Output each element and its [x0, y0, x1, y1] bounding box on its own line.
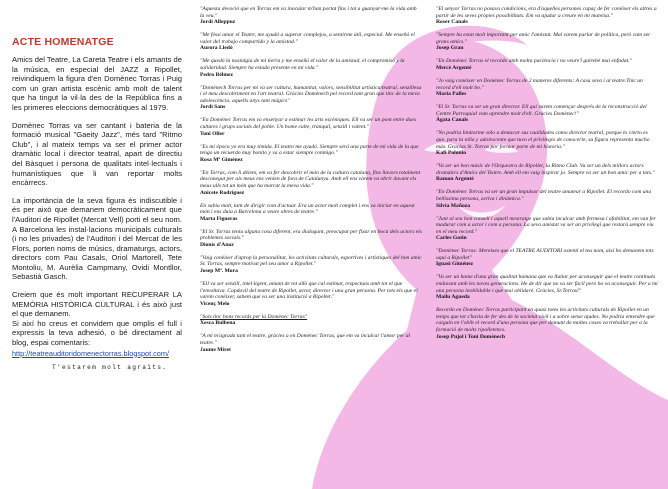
quote-text: "En Domènec Torras el recordo amb molta paciència i no veure'l gairebé mai enfadat." — [436, 58, 632, 65]
quotes-area — [192, 0, 668, 489]
quotes-column-left — [200, 6, 422, 360]
quote-author: Mercè Argenté — [436, 64, 472, 71]
intro-paragraph: Amics del Teatre, La Careta Teatre i els amants de la música, en especial del JAZZ a Ripollet, reivindiquem la figura d'en Domènec Torras i Puig com un gran artista escènic amb molt de talent que ha tingut la vil·la des de la República fins a les primeres eleccions democràtiques al 1979. — [12, 55, 182, 112]
request-paragraph: La importància de la seva figura és indiscutible i és per això que demanem democràticament que l'Auditori de Ripollet (Mercat Vell) porti el seu nom. A Barcelona les instal·lacions municipals culturals (i no les privades) de l'Auditori i del Mercat de les Flors, porten noms de músics, dramaturgs, actors, directors com Pau Casals, Oriol Martorell, Tete Montoliu, M. Aurèlia Campmany, Ovidi Montllor, Sebastià Gasch. — [12, 195, 182, 282]
quotes-column-right — [436, 6, 658, 347]
quote-author: Josep Mª. Mora — [200, 268, 238, 275]
quote-author: Anicete Rodriguez — [200, 189, 245, 196]
invitation-paragraph: Si així ho creus et convidem que omplis el full i expressis la teva adhesió, o bé directament al blog, espai comentaris: — [12, 318, 182, 348]
quote-item — [436, 307, 658, 340]
quote-text: "No podria limitarme sólo a destacar sus cualidades como director teatral, porque lo cierto es que, para la niña y adolescente que tuvo el privilegio de conocerle, su figura representa mucho más. Gracias Sr. Torras por formar parte de mi historia." — [436, 130, 650, 150]
quote-item — [200, 333, 422, 353]
quote-item — [436, 216, 658, 243]
quote-author: Jordi Sans — [200, 104, 226, 111]
quote-item — [436, 58, 658, 72]
quote-author: Ignasi Giménez — [436, 261, 474, 268]
quote-item — [436, 104, 658, 124]
quote-text: "En Torras, com li dèiem, em va fer descobrir el món de la cultura catalana, fins llavors totalment desconegut per als meus ens venien de fora de Catalunya. Amb ell ens vàrem va obrir davant els meus ulls tot un món que ha marcat la meva vida." — [200, 169, 421, 189]
quote-item — [200, 255, 422, 275]
quote-item — [200, 144, 422, 164]
quote-item — [200, 117, 422, 137]
quote-text: "Me féssi amar el Teatre, me ayudó a superar complejos, a sentirme útil, especial. Me enseñó el valor del trabajo compartido y la amistad." — [200, 32, 415, 45]
quote-author: Kafi Polonio — [436, 150, 466, 157]
quote-author: Roser Canals — [436, 19, 468, 26]
quote-author: Mailu Agueda — [436, 294, 470, 301]
quote-author: Silvia Mañoza — [436, 202, 471, 209]
quote-item — [200, 170, 422, 197]
blog-link[interactable]: http://teatreauditoridomenectorras.blogspot.com/ — [12, 348, 169, 358]
quote-text: "En Domènec Torras va ser un gran impulsor del teatre amateur a Ripollet. El recordo com una bellíssima persona, activa i dinàmica." — [436, 189, 652, 202]
quote-item — [200, 32, 422, 52]
quote-author: Josep Pujol i Toni Domènech — [436, 333, 505, 340]
quote-author: Vicenç Melo — [200, 300, 230, 307]
quote-text: "Aquesta devoció que en Torras em va inocular m'han portat fins i tot a guanyar-me la vida amb la veu." — [200, 6, 417, 19]
quote-item — [200, 85, 422, 112]
quote-text: "Sols tinc bons records per la Domènec Torras" — [200, 313, 308, 320]
quote-text: "Es mi época yo era muy tímida. El teatro me ayudó. Siempre será una parte de mi vida de la que tengo un recuerdo muy bonito y va a estar siempre conmigo." — [200, 143, 419, 157]
quote-author: Maria Palles — [436, 91, 467, 98]
quote-text: Recordo en Domènec Torras participant en quasi totes les activitats culturals de Ripollet en un temps que tot s'havia de fer des de la societat civil i a sobre sense ajudes. No podria entendre que caiguin en l'oblit el record d'una persona que per damunt de moltes coses va treballar per a la formació de molts ripolletencs. — [436, 307, 655, 334]
quote-item — [436, 78, 658, 98]
quote-author: Toni Oller — [200, 130, 225, 137]
quote-text: "Vaig conèixer d'aprop la personalitat, les activitats culturals, esportives i artístiques del bon amic Sr. Torras, sempre motivat pel seu amor a Ripollet." — [200, 254, 422, 268]
quote-text: "Me quedó la nostalgia de mi tierra y me enseñó el valor de la amistad, el compromiso y la solidaridad. Siempre ha estado presente en mi vida." — [200, 58, 405, 71]
quote-text: "Domènech Torras per mi va ser cultura, humanitat, valors, sensibilitat artística/teatral, senzillesa i el meu descobriment en l'art teatral. Gràcies Domènech pel record tant gran que tinc de la meva adolescència, aquells anys tant màgics" — [200, 84, 422, 104]
quote-text: "Jo vaig conèixer en Domènec Torras de 2 maneres diferents: A casa seva i al teatre.Tinc un record d'ell molt bo." — [436, 77, 643, 91]
quote-text: "Va ser un bon músic de l'Orquestra de Ripollet, la Ritmo Club. Va ser un dels millors actors dramàtics d'Amics del Teatre. Amb ell em vaig inspirar jo. Sempre va ser un bon amic per a tots." — [436, 163, 655, 176]
quote-text: "Domènec Torras: Mereixes que el TEATRE AUDITORI ostenti el teu nom, així ho demanem tots aquí a Ripollet" — [436, 248, 654, 261]
quote-text: "El Sr. Torras va ser un gran director. Ell qui varem començar després de la reconstrucció del Centre Parroquial vam aprendre molt d'ell. Gràcies Domènec!" — [436, 104, 647, 117]
quote-item — [436, 130, 658, 157]
quote-text: "El senyor Torras no posava condicions, era d'aquelles persones capaç de fer conèixer els altres a partir de les seves pròpies possibilitats. Em va ajudar a creure en mi mateixa." — [436, 6, 657, 19]
quote-author: Josep Grau — [436, 45, 464, 52]
quote-item — [200, 229, 422, 249]
memory-paragraph: Creiem que és molt important RECUPERAR LA MEMÒRIA HISTÒRICA CULTURAL i és això just el que demanem. — [12, 290, 182, 319]
biography-paragraph: Domènec Torras va ser cantant i bateria de la formació musical "Gaeity Jazz", més tard "Ritmo Club", i al mateix temps va ser el primer actor dramàtic local i director teatral, apart de directiu del Bàsquet i persona de qualitats intel·lectuals i humanístiques que li van reportar molts encàrrecs. — [12, 120, 182, 188]
page-title: ACTE HOMENATGE — [12, 36, 114, 48]
quote-item — [200, 281, 422, 308]
quote-author: Marta Figueras — [200, 215, 238, 222]
quote-author: Àgata Canals — [436, 117, 469, 124]
quote-item — [436, 274, 658, 301]
quote-item — [436, 163, 658, 183]
quote-author: Rosa Mª Giménez — [200, 156, 243, 163]
quote-author: Carles Gotin — [436, 235, 467, 242]
quote-text: "Sempre ha estat molt important per amic l'amistat. Mai varem parlar de política, però vam ser grans amics." — [436, 32, 651, 45]
quote-text: "Junt al seu bon consell i aquell mestratge que sabia inculcar amb fermesa i afabilitat, em van fer madurar com a actor i com a persona. La seva amistat va ser un privilegi que restarà sempre viu en el meu record." — [436, 215, 656, 235]
quote-author: Xesca Bulbena — [200, 320, 236, 327]
quote-author: Aurora Lledó — [200, 45, 233, 52]
quote-item — [200, 203, 422, 223]
quote-text: "Va ser un home d'una gran qualitat humana que va lluitar per aconseguir que el teatre continués endavant amb les noves generacions. He de dir que no va ser fàcil però ho va aconseguir. Per a mi una persona inoblidable i que mai oblidaré. Gràcies, Sr.Torras!" — [436, 274, 658, 294]
quote-author: Jaume Miret — [200, 346, 231, 353]
quote-item — [200, 58, 422, 78]
quote-item — [436, 189, 658, 209]
quote-author: Jordi Alleppuz — [200, 19, 236, 26]
quote-item — [436, 248, 658, 268]
quote-text: "A mi m'agrada tant el teatre, gràcies a en Domènec Torras, que em va inculcar l'amor per al teatre." — [200, 333, 411, 347]
quote-item — [200, 6, 422, 26]
quote-text: "Ell va ser senzill, intel·ligent, amant de tot allò que cal estimar, respectuós amb tot el que l'envoltava. Capdavil del teatre de Ripollet, actor, director i una gran persona. Per tots els que el varem conèixer, sabem que va ser una institució a Ripollet." — [200, 281, 418, 301]
quote-author: Dionís d'Anoz — [200, 241, 234, 248]
quote-author: Ramon Argenté — [436, 176, 474, 183]
quote-text: "El Sr. Torras tenia alguna cosa diferent, era dialogant, preocupat per fixar en boca dels actors els problemes socials." — [200, 228, 422, 242]
quote-text: "En Domènec Torras em va ensenyar a estimar les arts escèniques. Ell va ser un pont entre dues cultures i grups socials del poble. Un home culte, tranquil, senzill i valent." — [200, 117, 417, 130]
thanks-text: T'estarem molt agraïts. — [52, 363, 168, 371]
quote-text: En sabia molt, tant de dirigir com d'actuar. Era un actor molt complet i ens va iniciar en aquest món i ens duia a Barcelona a veure obres de teatre." — [200, 202, 415, 216]
quote-item — [436, 6, 658, 26]
quote-author: Pedro Bélmez — [200, 71, 233, 78]
left-column — [12, 36, 182, 371]
quote-item — [436, 32, 658, 52]
quote-item — [200, 314, 422, 328]
